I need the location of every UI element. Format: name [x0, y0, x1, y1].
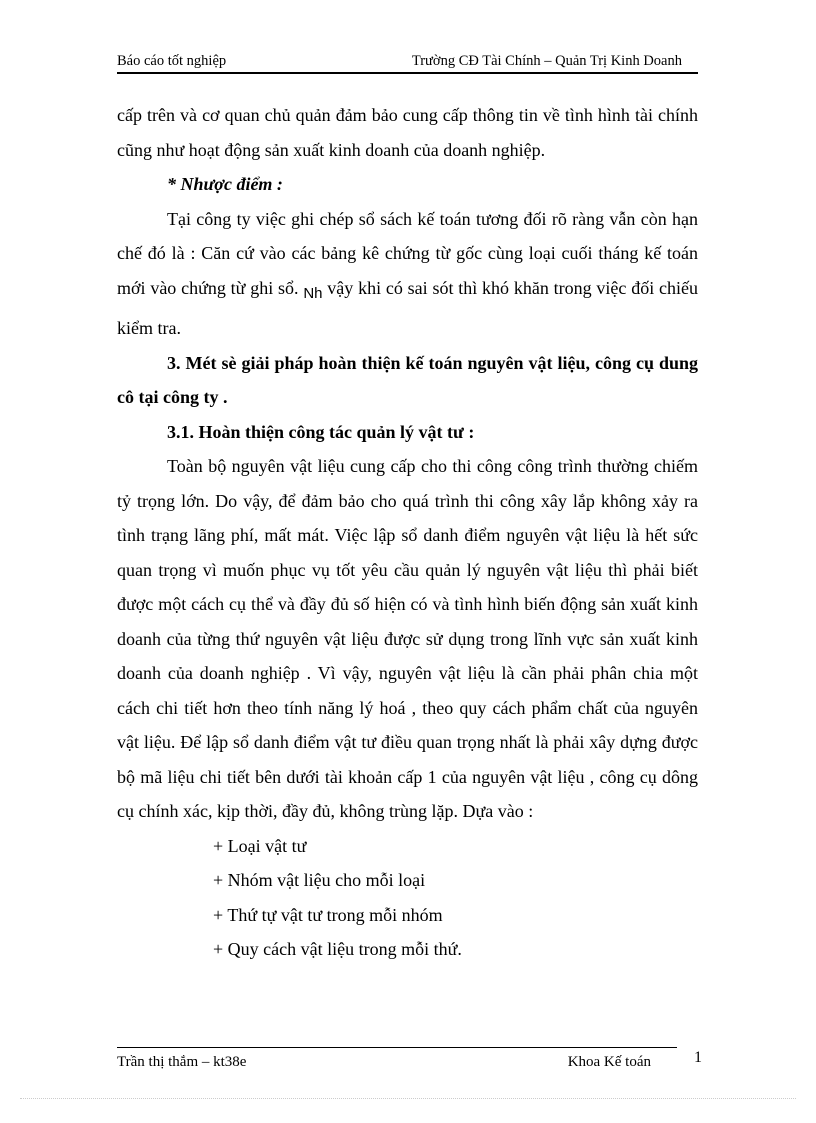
section-3-heading: 3. Mét sè giải pháp hoàn thiện kế toán nguyên vật liệu, công cụ dung cô tại công ty .: [117, 352, 698, 407]
header-report-title: Báo cáo tốt nghiệp: [117, 53, 227, 69]
paragraph-weakness-nh: Nh: [303, 284, 323, 302]
page-footer: [117, 1047, 677, 1070]
list-item: + Nhóm vật liệu cho mỗi loại: [213, 870, 426, 890]
page-bottom-divider: [20, 1098, 796, 1099]
footer-department: Khoa Kế toán: [567, 1054, 651, 1070]
list-item: + Quy cách vật liệu trong mỗi thứ.: [213, 939, 462, 959]
page-number: 1: [694, 1049, 702, 1066]
list-item: + Loại vật tư: [213, 835, 307, 856]
paragraph-material-management: Toàn bộ nguyên vật liệu cung cấp cho thi công công trình thường chiếm tỷ trọng lớn. Do vậy, để đảm bảo cho quá trình thi công xây lắp không xảy ra tình trạng lãng phí, mất mát. Việc lập sổ danh điểm nguyên vật liệu là hết sức quan trọng vì muốn phục vụ tốt yêu cầu quản lý nguyên vật liệu thì phải biết được một cách cụ thể và đầy đủ số hiện có và tình hình biến động sản xuất kinh doanh của từng thứ nguyên vật liệu được sử dụng trong lĩnh vực sản xuất kinh doanh của doanh nghiệp . Vì vậy, nguyên vật liệu là cần phải phân chia một cách chi tiết hơn theo tính năng lý hoá , theo quy cách phẩm chất của nguyên vật liệu. Để lập sổ danh điểm vật tư điều quan trọng nhất là phải xây dựng được bộ mã liệu chi tiết bên dưới tài khoản cấp 1 của nguyên vật liệu , công cụ dông cụ chính xác, kịp thời, đầy đủ, không trùng lặp. Dựa vào :: [117, 456, 698, 821]
weakness-heading: * Nhược điểm :: [167, 174, 283, 194]
page-header: [117, 50, 698, 74]
footer-author: Trần thị thắm – kt38e: [117, 1054, 247, 1070]
paragraph-weakness: [117, 202, 698, 346]
document-body: [117, 98, 698, 967]
header-school-name: Trường CĐ Tài Chính – Quản Trị Kinh Doanh: [411, 53, 682, 69]
paragraph-weakness-part2: vậy khi có sai sót thì khó khăn trong việc đối chiếu kiểm tra.: [117, 277, 698, 338]
section-3-1-heading: 3.1. Hoàn thiện công tác quản lý vật tư :: [167, 421, 475, 442]
paragraph-info-provision: cấp trên và cơ quan chủ quản đảm bảo cung cấp thông tin về tình hình tài chính cũng như hoạt động sản xuất kinh doanh của doanh nghiệp.: [117, 105, 698, 160]
list-item: + Thứ tự vật tư trong mỗi nhóm: [213, 904, 443, 925]
paragraph-weakness-part1: Tại công ty việc ghi chép sổ sách kế toán tương đối rõ ràng vẫn còn hạn chế đó là : Căn cứ vào các bảng kê chứng từ gốc cùng loại cuối tháng kế toán mới vào chứng từ ghi sổ.: [117, 208, 698, 298]
